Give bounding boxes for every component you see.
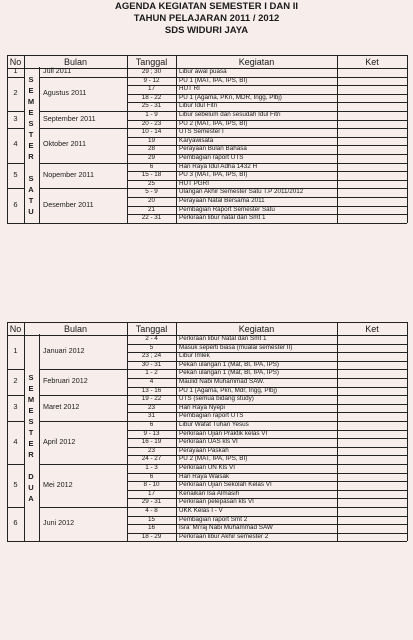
- semester-letter: T: [28, 129, 35, 139]
- row-activity: UKK Kelas I - V: [179, 507, 223, 514]
- semester-letter: M: [27, 395, 36, 405]
- row-date: 17: [147, 85, 155, 93]
- semester-letter: E: [28, 85, 35, 95]
- col-kegiatan-header: Kegiatan: [238, 57, 275, 67]
- group-month: Desember 2011: [43, 200, 94, 209]
- semester-letter: R: [28, 450, 35, 460]
- row-activity: Maulid Nabi Muhammad SAW.: [179, 378, 265, 385]
- row-date: 6: [149, 421, 154, 428]
- row-date: 4 - 8: [145, 507, 158, 514]
- row-date: 17: [147, 489, 155, 497]
- group-divider-no: [7, 163, 24, 164]
- group-no: 3: [13, 114, 18, 123]
- group-divider-no: [7, 464, 24, 465]
- semester-letter: T: [28, 428, 35, 438]
- row-date: 15 - 18: [141, 171, 162, 179]
- row-date: 6: [149, 162, 154, 170]
- group-month: April 2012: [43, 437, 76, 446]
- header-school: SDS WIDURI JAYA: [164, 25, 249, 36]
- row-date: 25: [147, 179, 155, 187]
- row-activity: Perkiraan UN Kls VI: [179, 464, 235, 471]
- group-no: 1: [13, 67, 18, 76]
- row-date: 18 - 29: [141, 532, 162, 540]
- semester-vertical-label: [24, 335, 39, 541]
- column-border: [7, 55, 8, 223]
- column-border: [407, 55, 408, 223]
- row-activity: Karyawisata: [179, 136, 214, 144]
- group-no: 2: [13, 377, 18, 386]
- row-activity: Masuk seperti biasa (mualai semester II): [179, 343, 293, 351]
- header-title: AGENDA KEGIATAN SEMESTER I DAN II: [115, 1, 298, 12]
- group-month: Mei 2012: [43, 480, 73, 489]
- row-activity: Perkiraan Ujian Praktik kelas VI: [179, 429, 268, 437]
- col-bulan-header: Bulan: [63, 324, 88, 334]
- row-activity: Perkiraan pelepasan kls VI: [179, 498, 254, 506]
- column-border: [176, 322, 177, 541]
- col-bulan-header: Bulan: [63, 57, 88, 67]
- row-activity: Libur Idul Fitri: [179, 102, 218, 110]
- semester-letter: A: [28, 494, 35, 504]
- row-date: 10 - 14: [141, 128, 162, 136]
- row-activity: Pekan ulangan 1 (Mat, BI, IPA, IPS): [179, 369, 279, 377]
- row-date: 15: [147, 515, 155, 523]
- row-activity: PU 2 (MAT, IPA, IPS, BI): [179, 455, 248, 463]
- row-activity: Pembagian raport Smt 2: [179, 515, 248, 523]
- row-date: 25 - 31: [141, 102, 162, 110]
- column-border: [39, 334, 40, 541]
- group-divider-no: [7, 111, 24, 112]
- row-activity: Hari Raya Waisak: [179, 472, 230, 480]
- row-activity: Perayaan Paskah: [179, 446, 229, 454]
- semester-letter: R: [28, 151, 35, 161]
- group-divider-no: [7, 421, 24, 422]
- semester-letter: [24, 460, 39, 471]
- group-no: 4: [13, 140, 18, 149]
- group-divider-no: [7, 369, 24, 370]
- col-ket-header: Ket: [365, 324, 379, 334]
- row-date: 9 - 13: [143, 429, 160, 437]
- row-date: 23: [147, 446, 155, 454]
- semester-letter: S: [28, 417, 35, 427]
- row-activity: Pembagian raport UTS: [179, 412, 244, 420]
- row-activity: Hari Raya Nyepi: [179, 403, 225, 411]
- col-kegiatan-header: Kegiatan: [238, 324, 275, 334]
- row-activity: Perkiraan libur natal dan Smt 1: [179, 214, 266, 222]
- group-divider-no: [7, 507, 24, 508]
- row-activity: Isra' Mi'raj Nabi Muhammad SAW: [179, 524, 273, 532]
- row-activity: Pekan ulangan 1 (Mat, BI, IPA, IPS): [179, 360, 279, 368]
- row-activity: HUT PGRI: [179, 179, 209, 187]
- group-month: Agustus 2011: [43, 88, 87, 97]
- row-activity: UTS Semester I: [179, 128, 224, 136]
- semester-letter: D: [28, 472, 35, 482]
- col-tanggal-header: Tanggal: [135, 324, 168, 334]
- semester-letter: T: [28, 195, 35, 205]
- column-border: [127, 322, 128, 541]
- row-date: 23: [147, 403, 155, 411]
- row-activity: Libur awal puasa: [179, 68, 227, 75]
- semester-letter: S: [28, 118, 35, 128]
- row-date: 24 - 27: [141, 455, 162, 463]
- row-activity: Kenaikan Isa Almasih: [179, 489, 240, 497]
- row-activity: PU 1 (Agama, PKn, MDR, Ingg, Plbj): [179, 93, 282, 101]
- row-date: 30 - 31: [141, 360, 162, 368]
- row-activity: Perkiraan libur Akhir semester 2: [179, 532, 269, 540]
- semester-letter: M: [27, 96, 36, 106]
- header-year: TAHUN PELAJARAN 2011 / 2012: [133, 13, 280, 24]
- row-date: 1 - 9: [145, 111, 158, 118]
- column-border: [39, 67, 40, 223]
- row-date: 20 - 23: [141, 119, 162, 127]
- row-activity: Perayaan Natal Bersama 2011: [179, 197, 265, 204]
- row-activity: Libur Wafat Tuhan Yesus: [179, 421, 249, 428]
- row-activity: PU 2 (MAT, IPA, IPS, BI): [179, 119, 248, 127]
- group-no: 3: [13, 403, 18, 412]
- row-activity: PU 3 (MAT, IPA, IPS, BI): [179, 171, 248, 179]
- row-activity: Perkiraan UAS kls VI: [179, 438, 238, 446]
- row-activity: Hari Raya Idul Adha 1432 H: [179, 162, 258, 170]
- row-date: 22 - 31: [141, 214, 162, 222]
- row-date: 1 - 3: [145, 464, 158, 471]
- header-row: [7, 322, 407, 336]
- row-activity: HUT RI: [179, 85, 200, 93]
- row-date: 5 - 9: [145, 188, 158, 196]
- col-no-header: No: [9, 324, 22, 334]
- row-date: 21: [147, 205, 155, 213]
- row-date: 23 ; 24: [141, 352, 162, 360]
- row-date: 29: [147, 154, 155, 161]
- group-month: September 2011: [43, 114, 96, 123]
- group-month: Nopember 2011: [43, 170, 95, 179]
- row-date: 18 - 22: [141, 93, 162, 101]
- semester-letter: U: [28, 206, 35, 216]
- row-date: 1 - 2: [145, 369, 158, 377]
- column-border: [7, 322, 8, 541]
- col-ket-header: Ket: [365, 57, 379, 67]
- table-bottom-border: [7, 541, 407, 542]
- row-date: 29 ; 30: [141, 68, 162, 75]
- group-no: 4: [13, 437, 18, 446]
- group-no: 6: [13, 200, 18, 209]
- table-bottom-border: [7, 223, 407, 224]
- row-activity: Perkiraan Ujian Sekolah Kelas VI: [179, 481, 272, 489]
- semester-letter: E: [28, 384, 35, 394]
- group-no: 1: [13, 347, 18, 356]
- group-divider-no: [7, 395, 24, 396]
- semester-letter: [24, 162, 39, 173]
- row-date: 19 - 22: [141, 395, 162, 403]
- col-tanggal-header: Tanggal: [135, 57, 168, 67]
- row-date: 19: [147, 136, 155, 144]
- row-date: 9 - 12: [143, 76, 160, 84]
- semester-letter: A: [28, 184, 35, 194]
- semester-letter: E: [28, 439, 35, 449]
- column-border: [127, 55, 128, 223]
- row-date: 6: [149, 472, 154, 480]
- group-divider-no: [7, 77, 24, 78]
- row-date: 29 - 31: [141, 498, 162, 506]
- group-no: 6: [13, 519, 18, 528]
- group-month: Oktober 2011: [43, 140, 87, 149]
- row-date: 13 - 16: [141, 386, 162, 394]
- row-date: 31: [147, 412, 155, 420]
- semester-letter: S: [28, 173, 35, 183]
- semester-letter: E: [28, 406, 35, 416]
- col-no-header: No: [9, 57, 22, 67]
- group-no: 5: [13, 170, 18, 179]
- column-border: [176, 55, 177, 223]
- row-activity: PU 1 (Agama, Pkn, Mdr, Ingg, Plbj): [179, 386, 277, 394]
- group-month: Maret 2012: [43, 403, 80, 412]
- row-activity: Ulangan Akhir Semester Satu T.P 2011/2012: [179, 188, 304, 196]
- group-divider-no: [7, 188, 24, 189]
- row-date: 16: [147, 524, 155, 532]
- row-date: 20: [147, 197, 155, 204]
- row-activity: Libur Imlek: [179, 352, 210, 360]
- semester-vertical-label: [24, 68, 39, 223]
- group-divider-no: [7, 128, 24, 129]
- row-date: 16 - 19: [141, 438, 162, 446]
- semester-letter: S: [28, 373, 35, 383]
- row-activity: PU 1 (MAT, IPA, IPS, BI): [179, 76, 248, 84]
- row-date: 2 - 4: [145, 335, 158, 342]
- column-border: [407, 322, 408, 541]
- semester-letter: S: [28, 74, 35, 84]
- column-border: [337, 55, 338, 223]
- semester-letter: E: [28, 107, 35, 117]
- group-month: Juli 2011: [43, 67, 72, 76]
- row-date: 5: [149, 343, 154, 351]
- row-activity: Pembagian Raport Semester Satu: [179, 205, 275, 213]
- column-border: [337, 322, 338, 541]
- row-activity: UTS (semua bidang study): [179, 395, 254, 403]
- group-no: 2: [13, 88, 18, 97]
- row-date: 4: [149, 378, 154, 385]
- row-activity: Perayaan Bulan Bahasa: [179, 145, 247, 153]
- row-date: 28: [147, 145, 155, 153]
- semester-letter: U: [28, 483, 35, 493]
- row-activity: Libur sebelum dan sesudah Idul Fitri: [179, 111, 281, 118]
- row-activity: Pembagian raport UTS: [179, 154, 244, 161]
- semester-letter: E: [28, 140, 35, 150]
- group-no: 5: [13, 480, 18, 489]
- row-date: 8 - 10: [143, 481, 160, 489]
- group-month: Februari 2012: [43, 377, 88, 386]
- group-month: Juni 2012: [43, 519, 75, 528]
- group-month: Januari 2012: [43, 347, 85, 356]
- row-activity: Perkiraan libur Natal dan Smt 1: [179, 335, 267, 342]
